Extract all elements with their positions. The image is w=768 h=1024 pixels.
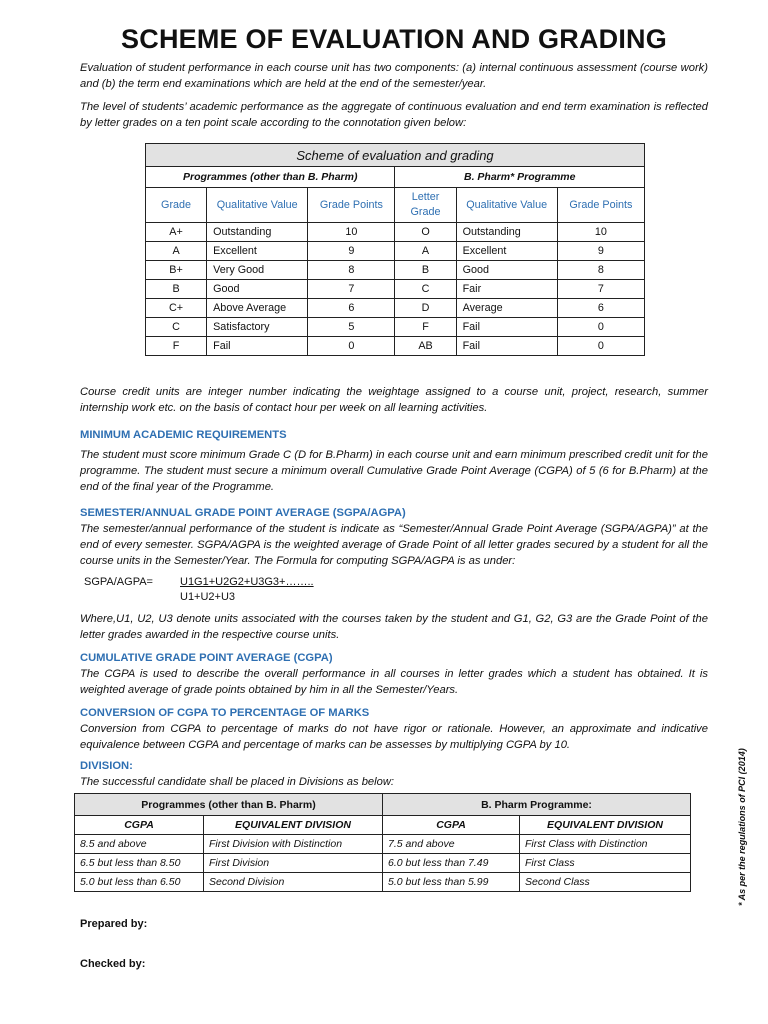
prepared-by-label: Prepared by: xyxy=(80,918,148,930)
table-cell: Above Average xyxy=(207,299,308,318)
col-header: EQUIVALENT DIVISION xyxy=(520,816,691,835)
table-cell: First Division with Distinction xyxy=(204,835,383,854)
table-cell: 7 xyxy=(308,280,395,299)
table-cell: 9 xyxy=(557,242,644,261)
grading-table-caption: Scheme of evaluation and grading xyxy=(146,144,645,167)
table-cell: Fail xyxy=(456,318,557,337)
min-req-heading: MINIMUM ACADEMIC REQUIREMENTS xyxy=(80,429,287,441)
table-cell: B+ xyxy=(146,261,207,280)
table-row xyxy=(146,318,645,337)
table-row xyxy=(146,280,645,299)
table-cell: Outstanding xyxy=(207,223,308,242)
col-header: CGPA xyxy=(75,816,204,835)
checked-by-label: Checked by: xyxy=(80,958,146,970)
table-row xyxy=(146,242,645,261)
table-cell: F xyxy=(395,318,456,337)
table-cell: A xyxy=(146,242,207,261)
table-cell: First Class with Distinction xyxy=(520,835,691,854)
col-header: EQUIVALENT DIVISION xyxy=(204,816,383,835)
sgpa-where-text: Where,U1, U2, U3 denote units associated with the courses taken by the student and G1, G2, G3 are the Grade Point of the letter grades awarded in the respective course units. xyxy=(80,613,708,641)
table-cell: A xyxy=(395,242,456,261)
col-header: Letter Grade xyxy=(395,188,456,223)
sgpa-formula xyxy=(84,575,708,605)
table-row xyxy=(75,854,691,873)
table-cell: Excellent xyxy=(207,242,308,261)
table-row xyxy=(146,337,645,356)
table-cell: 6 xyxy=(557,299,644,318)
table-cell: 6.0 but less than 7.49 xyxy=(383,854,520,873)
table-cell: 5.0 but less than 5.99 xyxy=(383,873,520,892)
table-cell: 6 xyxy=(308,299,395,318)
table-cell: Average xyxy=(456,299,557,318)
table-cell: 7 xyxy=(557,280,644,299)
conversion-text: Conversion from CGPA to percentage of marks do not have rigor or rationale. However, an approximate and indicative equivalence between CGPA and percentage of marks can be assesses by multiplying CGPA by 10. xyxy=(80,723,708,751)
table-cell: 8 xyxy=(557,261,644,280)
formula-fraction xyxy=(180,575,314,605)
page-title: SCHEME OF EVALUATION AND GRADING xyxy=(121,24,667,54)
table-cell: 9 xyxy=(308,242,395,261)
grading-left-program: Programmes (other than B. Pharm) xyxy=(146,167,395,188)
table-cell: Outstanding xyxy=(456,223,557,242)
table-cell: Satisfactory xyxy=(207,318,308,337)
table-cell: Fair xyxy=(456,280,557,299)
col-header: Grade xyxy=(146,188,207,223)
table-cell: 6.5 but less than 8.50 xyxy=(75,854,204,873)
cgpa-text: The CGPA is used to describe the overall performance in all courses in letter grades which a student has obtained. It is weighted average of grade points obtained by him in all the Semester/Years. xyxy=(80,668,708,696)
table-cell: 7.5 and above xyxy=(383,835,520,854)
division-right-program: B. Pharm Programme: xyxy=(383,794,691,816)
table-cell: Very Good xyxy=(207,261,308,280)
intro-paragraph-2: The level of students’ academic performance as the aggregate of continuous evaluation and end term examination is reflected by letter grades on a ten point scale according to the connotation given below: xyxy=(80,101,708,129)
table-cell: 8.5 and above xyxy=(75,835,204,854)
table-cell: 10 xyxy=(308,223,395,242)
sgpa-heading: SEMESTER/ANNUAL GRADE POINT AVERAGE (SGPA/AGPA) xyxy=(80,507,406,519)
col-header: Grade Points xyxy=(557,188,644,223)
credit-paragraph: Course credit units are integer number indicating the weightage assigned to a course unit, project, research, summer internship work etc. on the basis of contact hour per week on all learning activities. xyxy=(80,386,708,414)
intro-paragraph-1: Evaluation of student performance in each course unit has two components: (a) internal continuous assessment (course work) and (b) the term end examinations which are held at the end of the semester/year. xyxy=(80,62,708,90)
sgpa-text: The semester/annual performance of the student is indicate as “Semester/Annual Grade Point Average (SGPA/AGPA)” at the end of every semester. SGPA/AGPA is the weighted average of Grade Point of all letter grades secured by a student for all the course units in the Semester/Year. The Formula for computing SGPA/AGPA is as under: xyxy=(80,523,708,567)
col-header: Qualitative Value xyxy=(456,188,557,223)
division-left-program: Programmes (other than B. Pharm) xyxy=(75,794,383,816)
document-page xyxy=(80,22,708,970)
table-row xyxy=(146,261,645,280)
table-cell: 8 xyxy=(308,261,395,280)
table-row xyxy=(75,835,691,854)
table-cell: C xyxy=(395,280,456,299)
table-cell: AB xyxy=(395,337,456,356)
table-cell: 0 xyxy=(557,337,644,356)
table-cell: Second Class xyxy=(520,873,691,892)
table-cell: B xyxy=(146,280,207,299)
table-cell: O xyxy=(395,223,456,242)
division-table xyxy=(74,793,691,892)
formula-numerator: U1G1+U2G2+U3G3+…….. xyxy=(180,576,314,588)
table-cell: Second Division xyxy=(204,873,383,892)
table-row xyxy=(146,223,645,242)
table-cell: Good xyxy=(207,280,308,299)
table-cell: First Division xyxy=(204,854,383,873)
table-cell: Excellent xyxy=(456,242,557,261)
formula-label: SGPA/AGPA= xyxy=(84,576,153,588)
table-cell: Good xyxy=(456,261,557,280)
cgpa-heading: CUMULATIVE GRADE POINT AVERAGE (CGPA) xyxy=(80,652,333,664)
table-cell: 10 xyxy=(557,223,644,242)
conversion-heading: CONVERSION OF CGPA TO PERCENTAGE OF MARKS xyxy=(80,707,370,719)
table-cell: 5 xyxy=(308,318,395,337)
table-cell: First Class xyxy=(520,854,691,873)
col-header: Grade Points xyxy=(308,188,395,223)
grading-table xyxy=(145,143,645,356)
min-req-text: The student must score minimum Grade C (D for B.Pharm) in each course unit and earn minimum prescribed credit unit for the programme. The student must secure a minimum overall Cumulative Grade Point Average (CGPA) of 5 (6 for B.Pharm) at the end of the final year of the Programme. xyxy=(80,449,708,493)
table-cell: A+ xyxy=(146,223,207,242)
col-header: Qualitative Value xyxy=(207,188,308,223)
table-cell: D xyxy=(395,299,456,318)
col-header: CGPA xyxy=(383,816,520,835)
table-cell: B xyxy=(395,261,456,280)
table-cell: 5.0 but less than 6.50 xyxy=(75,873,204,892)
table-row xyxy=(146,299,645,318)
table-cell: C xyxy=(146,318,207,337)
table-cell: C+ xyxy=(146,299,207,318)
table-cell: 0 xyxy=(557,318,644,337)
division-text: The successful candidate shall be placed in Divisions as below: xyxy=(80,776,395,788)
table-cell: Fail xyxy=(207,337,308,356)
table-cell: 0 xyxy=(308,337,395,356)
grading-right-program: B. Pharm* Programme xyxy=(395,167,645,188)
table-row xyxy=(75,873,691,892)
side-note-text: * As per the regulations of PCI (2014) xyxy=(737,748,747,906)
formula-denominator: U1+U2+U3 xyxy=(180,591,236,603)
table-cell: F xyxy=(146,337,207,356)
side-note xyxy=(737,740,749,906)
table-cell: Fail xyxy=(456,337,557,356)
division-heading: DIVISION: xyxy=(80,760,133,772)
